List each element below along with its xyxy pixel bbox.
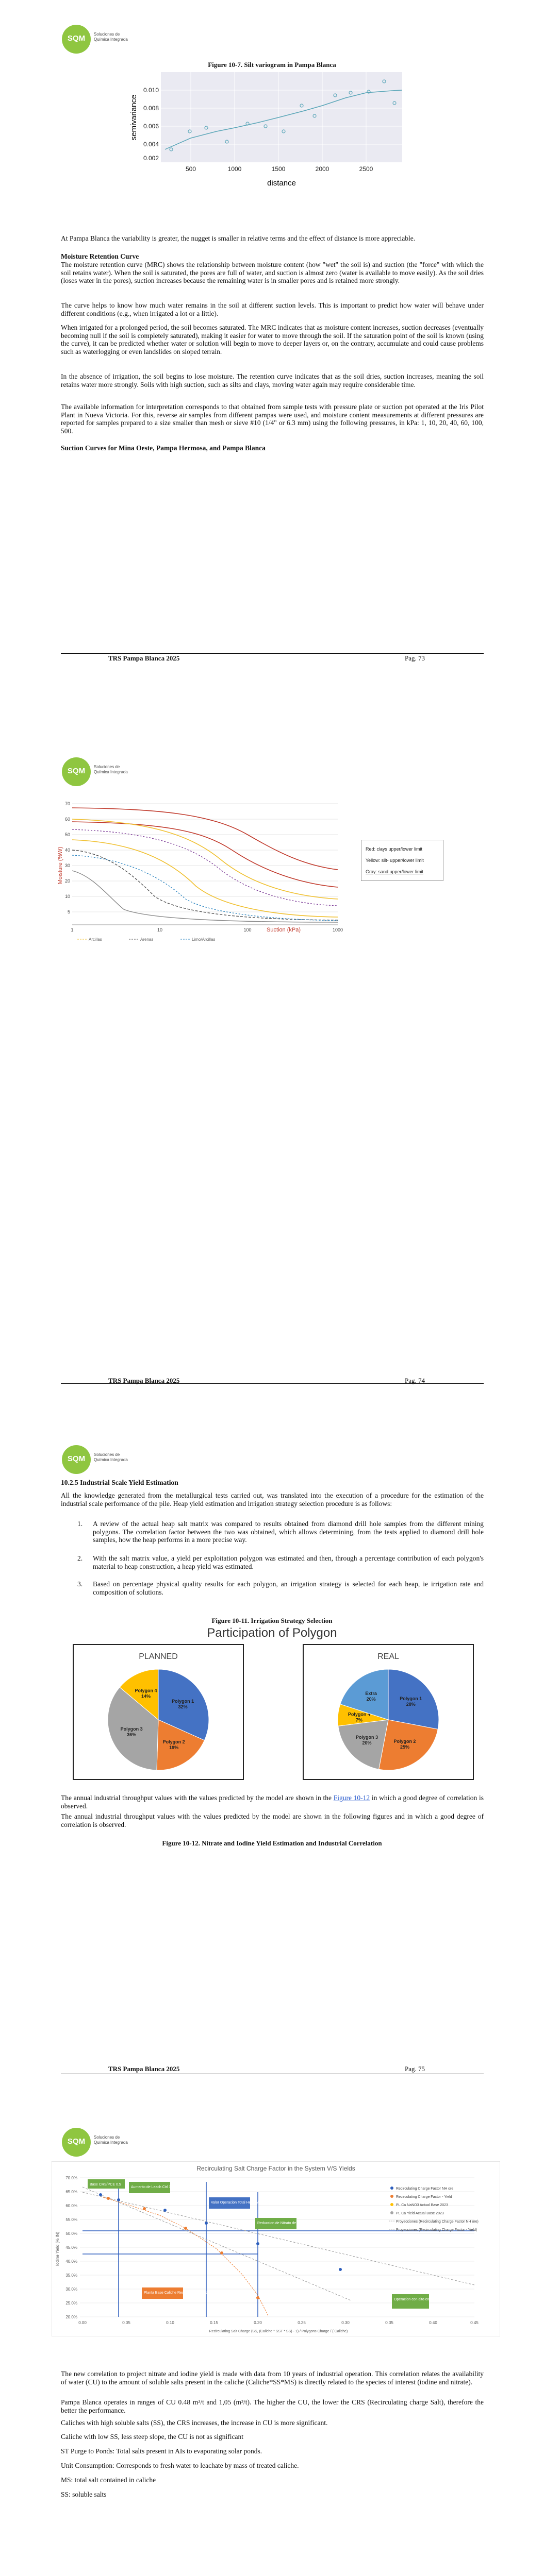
sqm-logo: SQM Soluciones de Química Integrada [62,2128,129,2159]
figure-caption: Figure 10-7. Silt variogram in Pampa Blanca [208,61,336,69]
pie-figure-title: Participation of Polygon [207,1626,337,1640]
x-tick: 2500 [359,165,373,173]
pie-slice-value: 19% [169,1745,179,1751]
x-axis-label: Recirculating Salt Charge (SS, (Caliche * SST * SS) - 1) / Polygons Charge / ( Caliche) [209,2330,348,2333]
sqm-logo: SQM Soluciones de Química Integrada [62,1445,129,1476]
chart-legend-box [361,840,443,881]
callout [392,2294,429,2309]
y-axis-label: Iodine Yield (% IN) [55,2231,60,2266]
page-number: Pag. 75 [405,2065,425,2073]
page-73 [0,0,544,665]
list-item: 3. Based on percentage physical quality results for each polygon, an irrigation strategy is selected for each heap, ie irrigation rate and composition of solutions. [77,1580,484,1596]
svg-text:0.35: 0.35 [385,2320,393,2325]
x-tick: 1500 [271,165,286,173]
svg-text:Planta Base Caliche Recirculac: Planta Base Caliche Recirculacion Max 2023 [144,2291,216,2295]
svg-text:1000: 1000 [332,927,343,933]
svg-text:Aumento de Leach Ctrl 11.4 % A: Aumento de Leach Ctrl 11.4 % Adicion ERM [131,2185,202,2189]
svg-text:30.0%: 30.0% [65,2287,77,2292]
paragraph: ST Purge to Ponds: Total salts present in AIs to evaporating solar ponds. [61,2447,262,2455]
pie-slice-value: 25% [400,1744,409,1750]
page-number: Pag. 73 [405,654,425,662]
page-74 [0,726,544,1391]
real-title: REAL [377,1652,399,1661]
svg-text:0.00: 0.00 [78,2320,87,2325]
paragraph: The available information for interpretation corresponds to that obtained from sample tests with pressure plate or suction pot operated at the Iris Pilot Plant in Nueva Victoria. For this, reverse air samples from different pampas were used, and moisture content measurements at different pressures are reported for samples prepared to a size smaller than mesh or sieve #10 (1/4" or 6.3 mm) using the following pressures, in kPa: 1, 10, 20, 40, 60, 100, 500. [61,403,484,435]
pie-slice-label: Polygon 1 [172,1699,194,1704]
pie-slice-label: Polygon 4 [135,1688,157,1693]
pie-slice-label: Polygon 3 [120,1726,143,1732]
x-tick: 2000 [315,165,329,173]
svg-text:1: 1 [71,927,74,933]
svg-text:70: 70 [64,801,70,806]
y-tick: 0.010 [143,87,159,94]
svg-text:0.25: 0.25 [298,2320,306,2325]
paragraph: Caliche with low SS, less steep slope, the CU is not as significant [61,2433,243,2441]
y-axis-label: semivariance [129,94,138,141]
svg-text:Proyecciones (Recirculating Ch: Proyecciones (Recirculating Charge Factor NH ore) [396,2220,479,2224]
footer-title: TRS Pampa Blanca 2025 [108,1377,180,1384]
list-item: 2. With the salt matrix value, a yield per exploitation polygon was estimated and then, through a percentage contribution of each polygon's material to heap construction, a heap yield was estimated. [77,1554,484,1570]
svg-text:50: 50 [64,832,70,837]
svg-text:60: 60 [64,817,70,822]
paragraph: The annual industrial throughput values with the values predicted by the model are shown in the following figures and in which a good degree of correlation is observed. [61,1812,484,1828]
polygon-participation-pies [72,1643,474,1783]
legend-gray: Gray: sand upper/lower limit [366,869,424,874]
recirculating-salt-chart [52,2161,500,2336]
svg-text:Operacion con alto contenido d: Operacion con alto contenido de sales [394,2298,456,2301]
svg-text:0.05: 0.05 [122,2320,130,2325]
svg-text:20.0%: 20.0% [65,2315,77,2319]
svg-text:40.0%: 40.0% [65,2259,77,2264]
svg-text:0.20: 0.20 [254,2320,262,2325]
svg-text:35.0%: 35.0% [65,2273,77,2278]
legend-yellow: Yellow: silt- upper/lower limit [366,858,424,863]
svg-text:45.0%: 45.0% [65,2245,77,2250]
svg-text:Arenas: Arenas [140,937,154,942]
page-76 [0,2097,544,2576]
svg-text:25.0%: 25.0% [65,2301,77,2306]
x-tick: 1000 [227,165,242,173]
y-tick: 0.008 [143,105,159,112]
x-axis-label: distance [267,179,296,188]
page-75 [0,1396,544,2081]
svg-text:100: 100 [243,927,252,933]
paragraph: At Pampa Blanca the variability is greater, the nugget is smaller in relative terms and the effect of distance is more appreciable. [61,234,416,242]
pie-slice-value: 20% [362,1740,372,1745]
x-tick: 500 [185,165,196,173]
pie-slice-label: Polygon 2 [162,1739,185,1745]
mid-curve-2 [72,855,338,921]
svg-text:65.0%: 65.0% [65,2190,77,2194]
svg-text:20: 20 [64,878,70,884]
paragraph: Pampa Blanca operates in ranges of CU 0.48 m³/t and 1,05 (m³/t). The higher the CU, the lower the CRS (Recirculating charge Salt), therefore the better the performance. [61,2398,484,2414]
suction-curves-chart [57,793,356,943]
svg-text:Limo/Arcillas: Limo/Arcillas [192,937,216,942]
paragraph: The annual industrial throughput values with the values predicted by the model are shown in the Figure 10-12 in which a good degree of correlation is observed. [61,1794,484,1810]
pie-slice-label: Polygon 1 [400,1696,422,1701]
svg-text:10: 10 [64,894,70,899]
paragraph: In the absence of irrigation, the soil begins to lose moisture. The retention curve indicates that as the soil dries, suction increases, meaning the soil retains water more strongly. Soils with high suction, such as silts and clays, moving water again may require considerable time. [61,372,484,388]
svg-text:0.45: 0.45 [470,2320,479,2325]
svg-text:0.10: 0.10 [166,2320,174,2325]
svg-text:0.15: 0.15 [210,2320,218,2325]
svg-text:Recirculating Charge Factor NH: Recirculating Charge Factor NH ore [396,2187,454,2191]
pie-slice-value: 7% [355,1717,362,1723]
list-item: 1. A review of the actual heap salt matrix was compared to results obtained from diamond drill hole samples from the different mining polygons. The correlation factor between the two was obtained, which allows determining, from the tests applied to diamond drill hole samples, how the heap performs in a more precise way. [77,1520,484,1544]
svg-text:10: 10 [157,927,163,933]
sand-upper-curve [72,850,338,920]
svg-text:30: 30 [64,863,70,868]
pie-slice-value: 36% [127,1732,137,1738]
chart-title: Recirculating Salt Charge Factor in the System V/S Yields [196,2165,355,2172]
svg-text:Recirculating Charge Factor -: Recirculating Charge Factor - Yield [396,2195,452,2199]
svg-text:Valor Operacion Total Heap Max: Valor Operacion Total Heap Max 2023 [211,2201,272,2205]
figure-caption: Figure 10-12. Nitrate and Iodine Yield Estimation and Industrial Correlation [162,1839,382,1847]
footer-rule [61,653,484,654]
paragraph: The new correlation to project nitrate and iodine yield is made with data from 10 years of industrial operation. This correlation relates the availability of water (CU) to the amount of soluble salts present in the caliche (Caliche*SS*MS) is directly related to the species of interest (iodine and nitrate). [61,2370,484,2386]
pie-slice-value: 28% [406,1701,416,1707]
pie-slice-label: Polygon 4 [348,1711,370,1717]
pie-slice-value: 14% [141,1693,151,1699]
svg-text:Arcillas: Arcillas [89,937,102,942]
pie-slice-value: 32% [178,1704,188,1710]
section-heading: Suction Curves for Mina Oeste, Pampa Hermosa, and Pampa Blanca [61,444,266,452]
footer-title: TRS Pampa Blanca 2025 [108,654,180,662]
section-heading: Moisture Retention Curve [61,252,139,260]
paragraph: All the knowledge generated from the metallurgical tests carried out, was translated into the execution of a procedure for the estimation of the industrial scale performance of the pile. Heap yield estimation and irrigation strategy selection procedure is as follows: [61,1492,484,1507]
sqm-logo: SQM Soluciones de Química Integrada [62,757,129,788]
clay-upper-curve [72,808,338,870]
y-tick: 0.002 [143,155,159,162]
pie-slice-label: Polygon 3 [356,1734,378,1740]
figure-caption: Figure 10-11. Irrigation Strategy Selection [211,1617,333,1624]
silt-lower-curve [72,840,338,917]
svg-text:PL Ca NaNO3 Actual Base 2023: PL Ca NaNO3 Actual Base 2023 [396,2204,448,2207]
paragraph: When irrigated for a prolonged period, the soil becomes saturated. The MRC indicates that as moisture content increases, suction decreases (eventually becoming null if the soil is completely saturated), making it easier for water to move through the soil. If the saturation point of the soil is known (using the curve), it can be predicted whether water or solution will begin to move to deeper layers or, on the contrary, accumulate and could cause problems such as waterlogging or even landslides on sloped terrain. [61,324,484,355]
paragraph: SS: soluble salts [61,2490,107,2498]
svg-text:Proyecciones (Recirculating Ch: Proyecciones (Recirculating Charge Factor - Yield) [396,2228,477,2232]
silt-upper-curve [72,819,338,899]
svg-text:Reduccion de Nitrato de Sodio: Reduccion de Nitrato de Sodio con Material Nuevo [257,2222,339,2225]
pie-slice-value: 20% [366,1697,376,1702]
paragraph: Caliches with high soluble salts (SS), the CRS increases, the increase in CU is more significant. [61,2419,328,2427]
svg-text:0.30: 0.30 [341,2320,350,2325]
y-axis-label: Moisture (%W) [57,846,63,885]
silt-variogram-chart [129,72,418,191]
planned-title: PLANNED [139,1652,178,1661]
y-tick: 0.006 [143,123,159,130]
paragraph: Unit Consumption: Corresponds to fresh water to leachate by mass of treated caliche. [61,2462,299,2469]
sqm-logo: SQM Soluciones de Química Integrada [62,25,129,56]
x-axis-label: Suction (kPa) [266,927,301,933]
pie-slice-label: Polygon 2 [393,1739,416,1744]
clay-lower-curve [72,822,338,887]
pie-slice-label: Extra [365,1691,377,1697]
svg-text:60.0%: 60.0% [65,2204,77,2208]
figure-link[interactable]: Figure 10-12 [333,1794,370,1802]
svg-text:0.40: 0.40 [429,2320,437,2325]
paragraph: The moisture retention curve (MRC) shows the relationship between moisture content (how "wet" the soil is) and suction (the "force" with which the soil retains water). When the soil is saturated, the pores are full of water, and suction is almost zero (water is available to move easily). As the soil dries (loses water in the pores), suction increases because the remaining water is in smaller pores and is retained more strongly. [61,261,484,284]
svg-text:50.0%: 50.0% [65,2231,77,2236]
svg-text:5: 5 [67,909,70,914]
svg-text:40: 40 [64,848,70,853]
paragraph: The curve helps to know how much water remains in the soil at different suction levels. This is important to predict how water will behave under different conditions (e.g., when irrigated a lot or a little). [61,301,484,317]
page-number: Pag. 74 [405,1377,425,1384]
section-heading: 10.2.5 Industrial Scale Yield Estimation [61,1479,178,1486]
svg-text:70.0%: 70.0% [65,2176,77,2180]
svg-text:PL Ca Yield Actual Base 2023: PL Ca Yield Actual Base 2023 [396,2212,444,2215]
paragraph: MS: total salt contained in caliche [61,2476,156,2484]
y-tick: 0.004 [143,141,159,148]
svg-text:55.0%: 55.0% [65,2217,77,2222]
svg-text:Base CRS/PCE 0.5: Base CRS/PCE 0.5 [90,2183,121,2187]
legend-red: Red: clays upper/lower limit [366,846,423,852]
footer-title: TRS Pampa Blanca 2025 [108,2065,180,2073]
